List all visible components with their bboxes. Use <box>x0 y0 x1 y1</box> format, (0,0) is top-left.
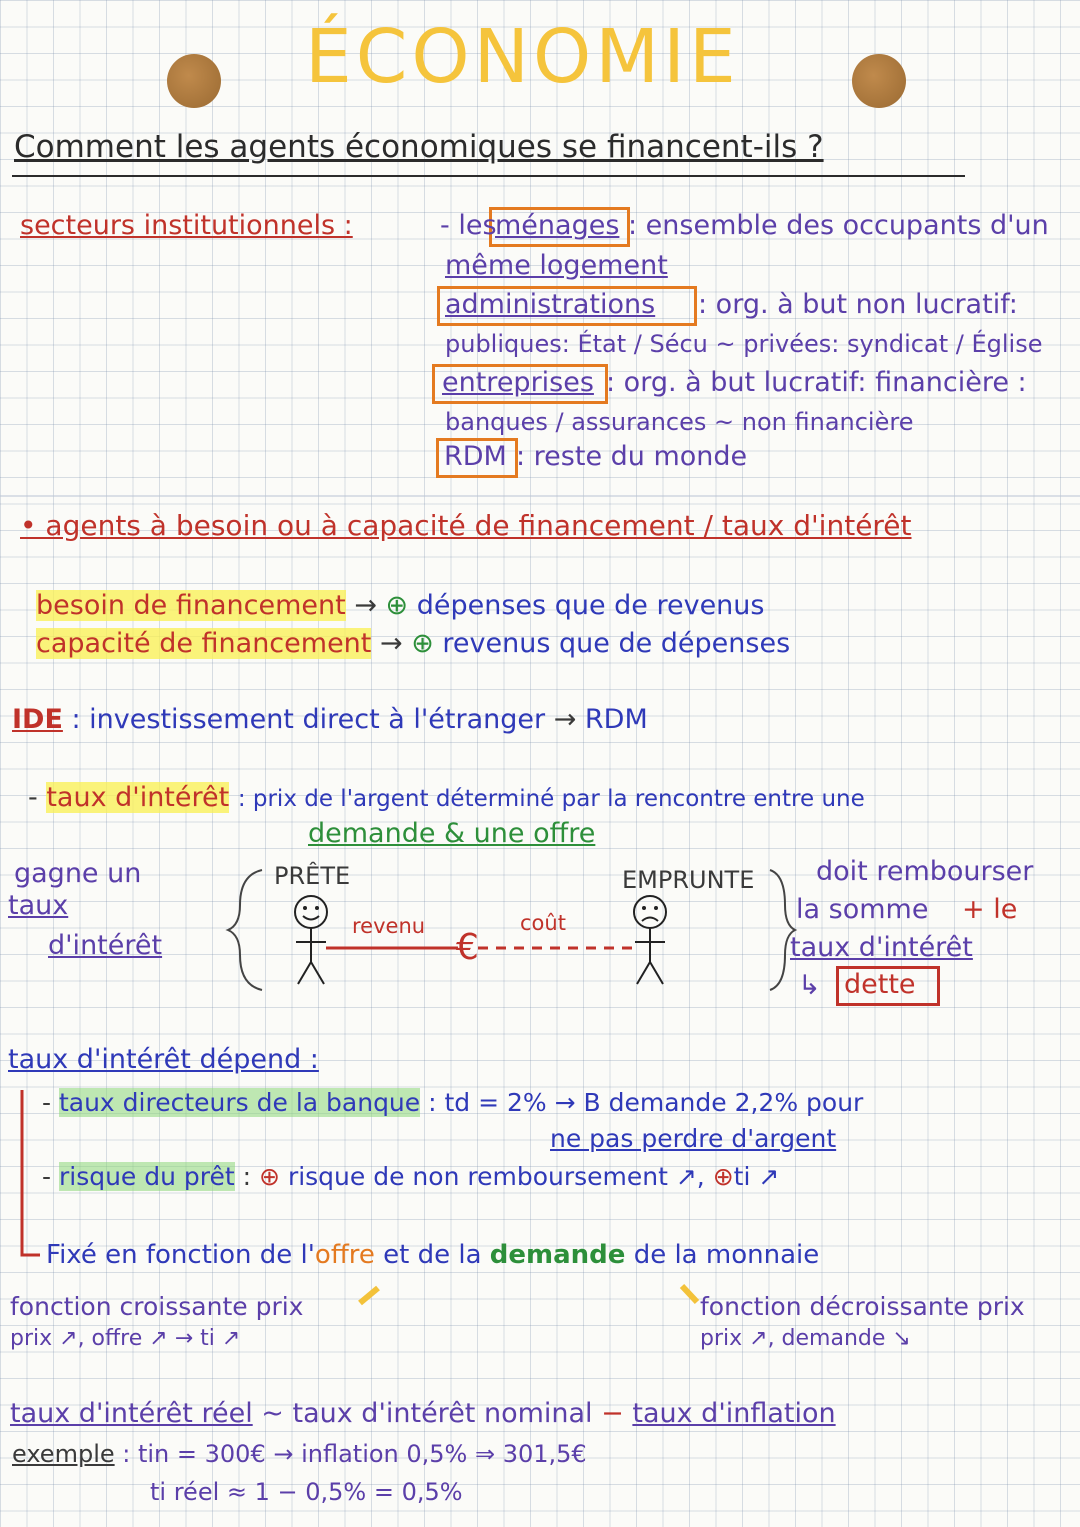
fixe-post: de la monnaie <box>633 1240 820 1270</box>
besoin-rest: dépenses que de revenus <box>416 590 765 621</box>
taux-definition: : prix de l'argent déterminé par la rencontre entre une <box>237 786 865 812</box>
reel-line <box>10 1400 836 1427</box>
main-question: Comment les agents économiques se financent-ils ? <box>14 129 824 165</box>
lender-label: PRÊTE <box>274 862 351 890</box>
dette-label: dette <box>844 969 916 1000</box>
entreprises-definition: : org. à but lucratif: financière : <box>606 367 1027 398</box>
ide-term: IDE <box>12 704 63 735</box>
depend-item-2-rest: risque de non remboursement ↗, <box>287 1162 705 1191</box>
taux-term: taux d'intérêt <box>46 782 230 813</box>
taux-definition-2: demande & une offre <box>308 818 596 849</box>
right-note-1: doit rembourser <box>816 856 1034 887</box>
fixe-offre: offre <box>314 1240 375 1270</box>
depend-heading: taux d'intérêt dépend : <box>8 1044 319 1075</box>
ide-line: IDE : investissement direct à l'étranger → RDM <box>12 704 648 735</box>
rdm-definition: : reste du monde <box>516 441 748 472</box>
dette-arrow: ↳ <box>798 970 821 1001</box>
capacite-rest: revenus que de dépenses <box>442 628 791 659</box>
right-note-3: taux d'intérêt <box>790 932 973 963</box>
reel-term: taux d'intérêt réel <box>10 1398 253 1429</box>
besoin-term: besoin de financement <box>36 590 346 621</box>
taux-line: - taux d'intérêt : prix de l'argent déterminé par la rencontre entre une <box>28 782 865 813</box>
fixe-line <box>46 1242 819 1268</box>
reel-minus: − <box>601 1398 624 1429</box>
depend-item-2: - risque du prêt : ⊕ risque de non remboursement ↗, ⊕ti ↗ <box>42 1162 780 1191</box>
menages-dash: - les <box>440 210 497 241</box>
borrower-label: EMPRUNTE <box>622 866 755 894</box>
exemple-line-2: ti réel ≈ 1 − 0,5% = 0,5% <box>150 1478 463 1506</box>
fixe-pre: Fixé en fonction de l' <box>46 1240 315 1270</box>
arrow-plus-1: → ⊕ <box>354 590 409 621</box>
admin-definition: : org. à but non lucratif: <box>698 289 1018 320</box>
admin-detail: publiques: État / Sécu ~ privées: syndicat / Église <box>445 330 1043 358</box>
right-note-plus: + le <box>962 894 1018 925</box>
left-note-3: d'intérêt <box>48 930 163 961</box>
depend-item-1: - taux directeurs de la banque : td = 2% → B demande 2,2% pour <box>42 1088 864 1117</box>
depend-item-1-rest: : td = 2% → B demande 2,2% pour <box>428 1088 864 1117</box>
depend-item-1-rest-2: ne pas perdre d'argent <box>550 1124 837 1153</box>
cout-label: coût <box>520 911 566 935</box>
exemple-line-1 <box>12 1442 587 1466</box>
revenu-label: revenu <box>352 914 426 938</box>
arrow-plus-2: → ⊕ <box>379 628 434 659</box>
euro-sign: € <box>456 927 479 968</box>
depend-item-2-term: risque du prêt <box>58 1162 235 1191</box>
sectors-heading: secteurs institutionnels : <box>20 210 353 241</box>
fixe-mid: et de la <box>383 1240 482 1270</box>
croissante-line-1: fonction croissante prix <box>10 1292 304 1321</box>
decroissante-line-2: prix ↗, demande ↘ <box>700 1326 911 1351</box>
reel-inflation: taux d'inflation <box>632 1398 836 1429</box>
depend-item-1-term: taux directeurs de la banque <box>58 1088 421 1117</box>
ide-definition: : investissement direct à l'étranger <box>71 704 546 735</box>
croissante-line-2: prix ↗, offre ↗ → ti ↗ <box>10 1326 241 1351</box>
entreprises-detail: banques / assurances ~ non financière <box>445 408 914 436</box>
reel-approx: ~ taux d'intérêt nominal <box>261 1398 593 1429</box>
right-note-2: la somme <box>796 894 929 925</box>
borrower-figure <box>634 896 666 984</box>
decroissante-line-1: fonction décroissante prix <box>700 1292 1025 1321</box>
left-note-1: gagne un <box>14 858 142 889</box>
exemple-label: exemple <box>12 1440 115 1468</box>
menages-definition: : ensemble des occupants d'un <box>628 210 1049 241</box>
entreprises-term: entreprises <box>442 367 594 398</box>
admin-term: administrations <box>445 289 656 320</box>
left-note-2: taux <box>8 890 69 921</box>
lender-figure <box>295 896 327 984</box>
ide-rdm: RDM <box>584 704 648 735</box>
agents-heading: • agents à besoin ou à capacité de financement / taux d'intérêt <box>20 509 912 542</box>
menages-definition-2: même logement <box>445 250 668 281</box>
rdm-term: RDM <box>444 441 507 472</box>
fixe-demande: demande <box>489 1240 626 1270</box>
exemple-line-1-text: : tin = 300€ → inflation 0,5% ⇒ 301,5€ <box>122 1440 587 1468</box>
depend-item-2-ti: ti ↗ <box>733 1162 780 1191</box>
menages-term: ménages <box>495 210 620 241</box>
page-title: ÉCONOMIE <box>305 14 740 100</box>
capacite-term: capacité de financement <box>36 628 372 659</box>
